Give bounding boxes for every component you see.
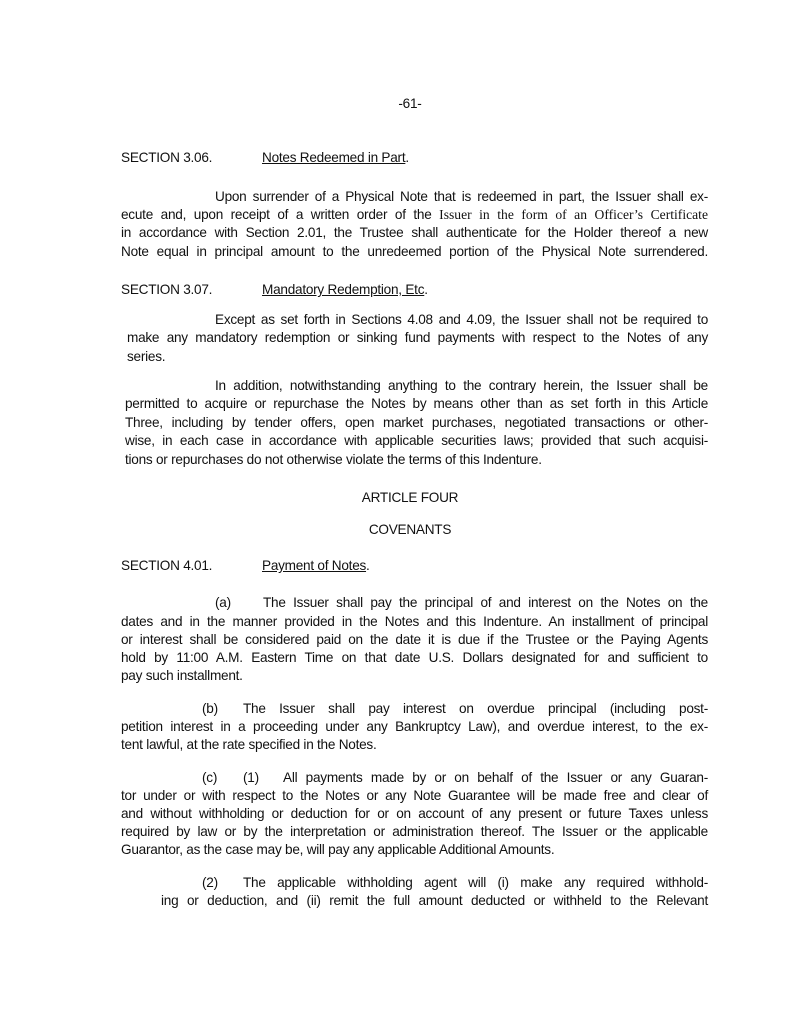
section-3-07-title: Mandatory Redemption, Etc. [262,282,428,297]
article-title: ARTICLE FOUR [361,490,459,505]
paragraph-line: In addition, notwithstanding anything to the contrary herein, the Issuer shall be [215,378,708,393]
section-title-text: Mandatory Redemption, Etc [262,282,425,297]
article-subtitle: COVENANTS [368,522,452,537]
paragraph-line: required by law or by the interpretation or administration thereof. The Issuer or the applicable [121,824,708,839]
paragraph-line: tions or repurchases do not otherwise violate the terms of this Indenture. [125,452,542,467]
clause-label-b: (b) [202,701,218,716]
line-text: ecute and, upon receipt of a written order of the [121,207,440,222]
section-3-06-title: Notes Redeemed in Part. [262,150,409,165]
paragraph-line: series. [127,349,166,364]
clause-label-c2: (2) [202,875,218,890]
line-text-serif: Issuer in the form of an Officer’s Certificate [439,207,708,222]
paragraph-line: The Issuer shall pay interest on overdue principal (including post- [243,701,708,716]
paragraph-line: in accordance with Section 2.01, the Trustee shall authenticate for the Holder thereof a new [121,225,708,240]
paragraph-line: tent lawful, at the rate specified in the Notes. [121,737,377,752]
paragraph-line: Guarantor, as the case may be, will pay any applicable Additional Amounts. [121,842,555,857]
paragraph-line: and without withholding or deduction for or on account of any present or future Taxes unless [121,806,708,821]
clause-label-c1: (1) [243,770,259,785]
paragraph-line: petition interest in a proceeding under any Bankruptcy Law), and overdue interest, to the ex- [121,719,708,734]
paragraph-line: The applicable withholding agent will (i) make any required withhold- [243,875,708,890]
paragraph-line: All payments made by or on behalf of the Issuer or any Guaran- [283,770,708,785]
paragraph-line: or interest shall be considered paid on the date it is due if the Trustee or the Paying Agents [121,632,708,647]
section-title-text: Notes Redeemed in Part [262,150,406,165]
paragraph-line: Three, including by tender offers, open market purchases, negotiated transactions or other- [125,415,708,430]
paragraph-line: tor under or with respect to the Notes or any Note Guarantee will be made free and clear of [121,788,708,803]
paragraph-line: Note equal in principal amount to the unredeemed portion of the Physical Note surrendered. [121,244,708,259]
section-4-01-title: Payment of Notes. [262,558,370,573]
paragraph-line: hold by 11:00 A.M. Eastern Time on that date U.S. Dollars designated for and sufficient to [121,650,708,665]
paragraph-line: wise, in each case in accordance with applicable securities laws; provided that such acquisi- [125,433,708,448]
paragraph-line: dates and in the manner provided in the Notes and this Indenture. An installment of principal [121,614,708,629]
section-3-07-label: SECTION 3.07. [121,282,213,297]
paragraph-line: make any mandatory redemption or sinking fund payments with respect to the Notes of any [127,330,708,345]
paragraph-line: Except as set forth in Sections 4.08 and 4.09, the Issuer shall not be required to [215,312,708,327]
paragraph-line: pay such installment. [121,668,243,683]
clause-label-c: (c) [202,770,218,785]
paragraph-line: The Issuer shall pay the principal of and interest on the Notes on the [263,595,708,610]
page-number: -61- [398,96,422,111]
section-4-01-label: SECTION 4.01. [121,558,213,573]
clause-label-a: (a) [215,595,231,610]
paragraph-line: permitted to acquire or repurchase the Notes by means other than as set forth in this Article [125,396,708,411]
paragraph-line [121,206,708,224]
paragraph-line: Upon surrender of a Physical Note that is redeemed in part, the Issuer shall ex- [215,189,708,204]
paragraph-line: ing or deduction, and (ii) remit the full amount deducted or withheld to the Relevant [161,893,708,908]
section-3-06-label: SECTION 3.06. [121,150,213,165]
section-title-text: Payment of Notes [262,558,367,573]
